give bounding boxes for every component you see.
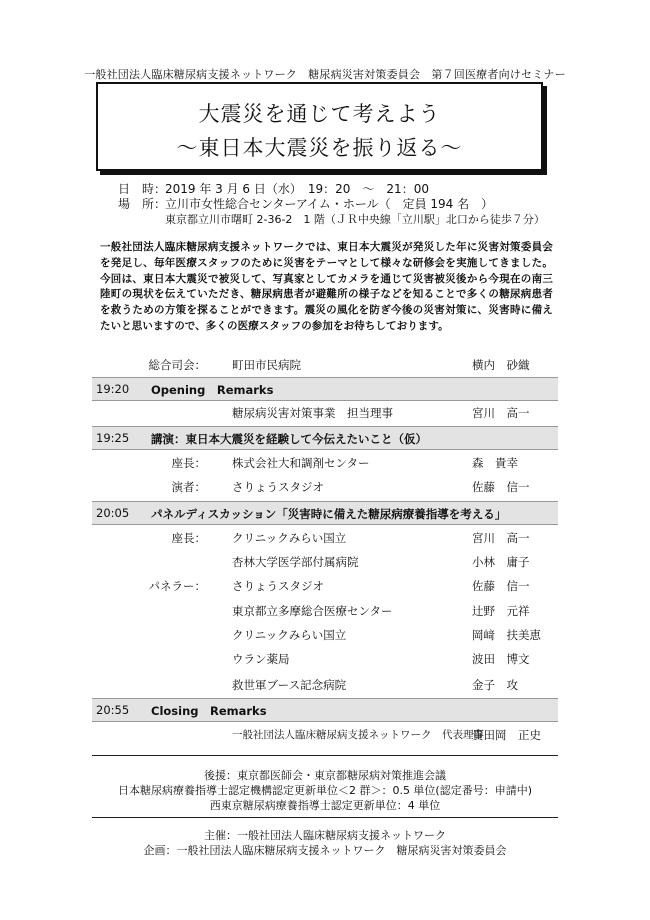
program-person: 宮川 高一	[472, 531, 530, 545]
program-organization: 糖尿病災害対策事業 担当理事	[232, 406, 393, 420]
divider-organizer	[92, 817, 558, 818]
program-role: パネラー：	[148, 579, 206, 593]
date-label: 日 時：	[118, 182, 167, 196]
organizer-planner: 企画：一般社団法人臨床糖尿病支援ネットワーク 糖尿病災害対策委員会	[143, 844, 507, 857]
program-organization: クリニックみらい国立	[232, 628, 347, 642]
session-title: Opening Remarks	[151, 383, 274, 397]
program-item-row	[92, 400, 558, 424]
event-date: 2019 年 3 月 6 日（水） 19：20 ～ 21：00	[165, 182, 429, 196]
session-time: 20:05	[96, 506, 130, 520]
program-person: 佐藤 信一	[472, 579, 530, 593]
intro-text: 一般社団法人臨床糖尿病支援ネットワークでは、東日本大震災が発災した年に災害対策委員会を発足し、毎年医療スタッフのために災害をテーマとして様々な研修会を実施してきました。今回は、東日本大震災で被災して、写真家としてカメラを通じて災害被災後から今現在の南三陸町の現状を伝えていただき、糖尿病患者が避難所の様子などを知ることで多くの糖尿病患者を救うための方策を探ることができます。震災の風化を防ぎ今後の災害対策に、災害時に備えたいと思いますので、多くの医療スタッフの参加をお待ちしております。	[100, 241, 553, 332]
program-person: 辻野 元祥	[472, 604, 530, 618]
program-organization: さりょうスタジオ	[232, 480, 324, 494]
divider-support	[92, 755, 558, 756]
program-organization: 杏林大学医学部付属病院	[232, 555, 359, 569]
title-box	[96, 82, 543, 171]
program-person: 波田 博文	[472, 652, 530, 666]
program-organization: 一般社団法人臨床糖尿病支援ネットワーク 代表理事	[232, 729, 484, 741]
session-title: パネルディスカッション「災害時に備えた糖尿病療養指導を考える」	[151, 507, 507, 521]
program-person: 貴田岡 正史	[472, 728, 541, 742]
program-person: 横内 砂織	[472, 358, 530, 372]
program-item-row	[92, 549, 558, 573]
program-organization: クリニックみらい国立	[232, 531, 347, 545]
program-person: 森 貴幸	[472, 456, 518, 470]
session-time: 19:25	[96, 431, 130, 445]
session-time: 20:55	[96, 703, 130, 717]
program-item-row	[92, 474, 558, 498]
program-organization: さりょうスタジオ	[232, 579, 324, 593]
session-row	[92, 501, 558, 525]
program-role: 座長：	[171, 456, 206, 470]
program-person: 小林 庸子	[472, 555, 530, 569]
session-row	[92, 426, 558, 450]
event-address: 東京都立川市曙町 2-36-2 1 階（ＪＲ中央線「立川駅」北口から徒歩７分）	[165, 213, 545, 226]
session-row	[92, 698, 558, 722]
program-organization: 町田市民病院	[232, 358, 301, 372]
venue-label: 場 所：	[118, 197, 167, 211]
program-item-row	[92, 573, 558, 597]
program-item-row	[92, 525, 558, 549]
program-person: 佐藤 信一	[472, 480, 530, 494]
program-organization: 東京都立多摩総合医療センター	[232, 604, 393, 618]
program-person: 宮川 高一	[472, 406, 530, 420]
program-item-row	[92, 598, 558, 622]
program-person: 岡﨑 扶美恵	[472, 628, 541, 642]
organizer-host: 主催：一般社団法人臨床糖尿病支援ネットワーク	[204, 829, 446, 842]
program-role: 総合司会：	[148, 358, 206, 372]
program-organization: 救世軍ブース記念病院	[232, 678, 347, 692]
program-organization: ウラン薬局	[232, 652, 290, 666]
program-item-row	[92, 646, 558, 670]
session-time: 19:20	[96, 382, 130, 396]
program-organization: 株式会社大和調剤センター	[232, 456, 370, 470]
organization-header: 一般社団法人臨床糖尿病支援ネットワーク 糖尿病災害対策委員会 第７回医療者向けセミナー	[84, 68, 566, 81]
program-item-row	[92, 450, 558, 474]
support-sponsor: 後援：東京都医師会・東京都糖尿病対策推進会議	[204, 769, 446, 782]
program-person: 金子 攻	[472, 678, 518, 692]
program-item-row	[92, 722, 558, 746]
program-item-row	[92, 352, 558, 376]
session-row	[92, 377, 558, 401]
title-main: 大震災を通じて考えよう	[198, 102, 441, 126]
program-role: 演者：	[171, 480, 206, 494]
program-item-row	[92, 672, 558, 696]
session-title: 講演：東日本大震災を経験して今伝えたいこと（仮）	[151, 432, 427, 446]
support-credit-west-tokyo: 西東京糖尿病療養指導士認定更新単位：4 単位	[209, 799, 441, 812]
support-credit-jadec: 日本糖尿病療養指導士認定機構認定更新単位＜2 群＞：0.5 単位(認定番号：申請中)	[117, 784, 533, 797]
program-item-row	[92, 622, 558, 646]
program-role: 座長：	[171, 531, 206, 545]
event-venue: 立川市女性総合センターアイム・ホール（ 定員 194 名 ）	[165, 197, 494, 211]
session-title: Closing Remarks	[151, 704, 267, 718]
title-sub: ～東日本大震災を振り返る～	[176, 136, 463, 160]
